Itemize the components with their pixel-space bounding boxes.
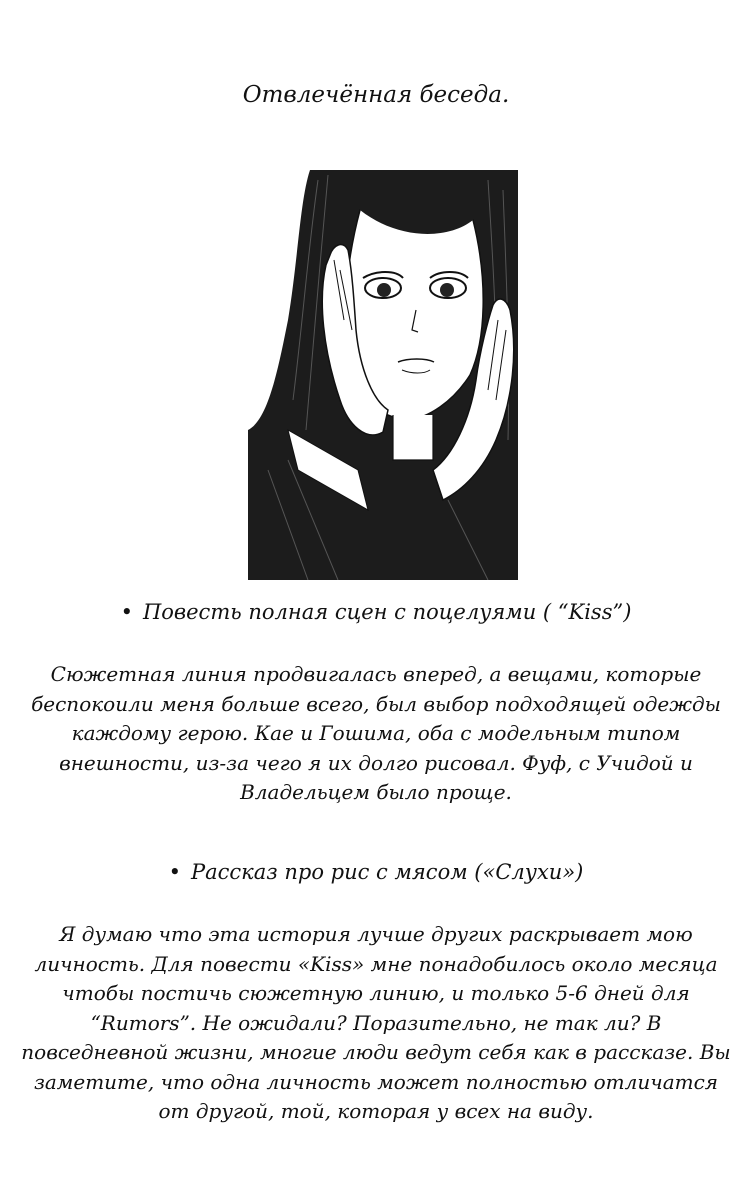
heading-text: Повесть полная сцен с поцелуями ( “Kiss”) bbox=[142, 600, 632, 624]
section-text-rumors: Я думаю что эта история лучше других раскрывает мою личность. Для повести «Kiss» мне понадобилось около месяца чтобы постичь сюжетную линию, и только 5-6 дней для “Rumors”. Не ожидали? Поразительно, не так ли? В повседневной жизни, многие люди ведут себя как в рассказе. Вы заметите, что одна личность может полностью отличатся от другой, той, которая у всех на виду. bbox=[21, 922, 731, 1123]
section-text-kiss: Сюжетная линия продвигалась вперед, а вещами, которые беспокоили меня больше всего, был выбор подходящей одежды каждому герою. Кае и Гошима, оба с модельным типом внешности, из-за чего я их долго рисовал. Фуф, с Учидой и Владельцем было проще. bbox=[31, 662, 721, 804]
page-title: Отвлечённая беседа. bbox=[242, 82, 510, 108]
bullet: • bbox=[120, 600, 133, 624]
heading-text: Рассказ про рис с мясом («Слухи») bbox=[191, 860, 584, 884]
section-heading-kiss bbox=[0, 600, 752, 624]
bullet: • bbox=[168, 860, 181, 884]
section-heading-rumors bbox=[0, 860, 752, 884]
manga-girl-hands-on-cheeks-icon bbox=[248, 170, 518, 580]
